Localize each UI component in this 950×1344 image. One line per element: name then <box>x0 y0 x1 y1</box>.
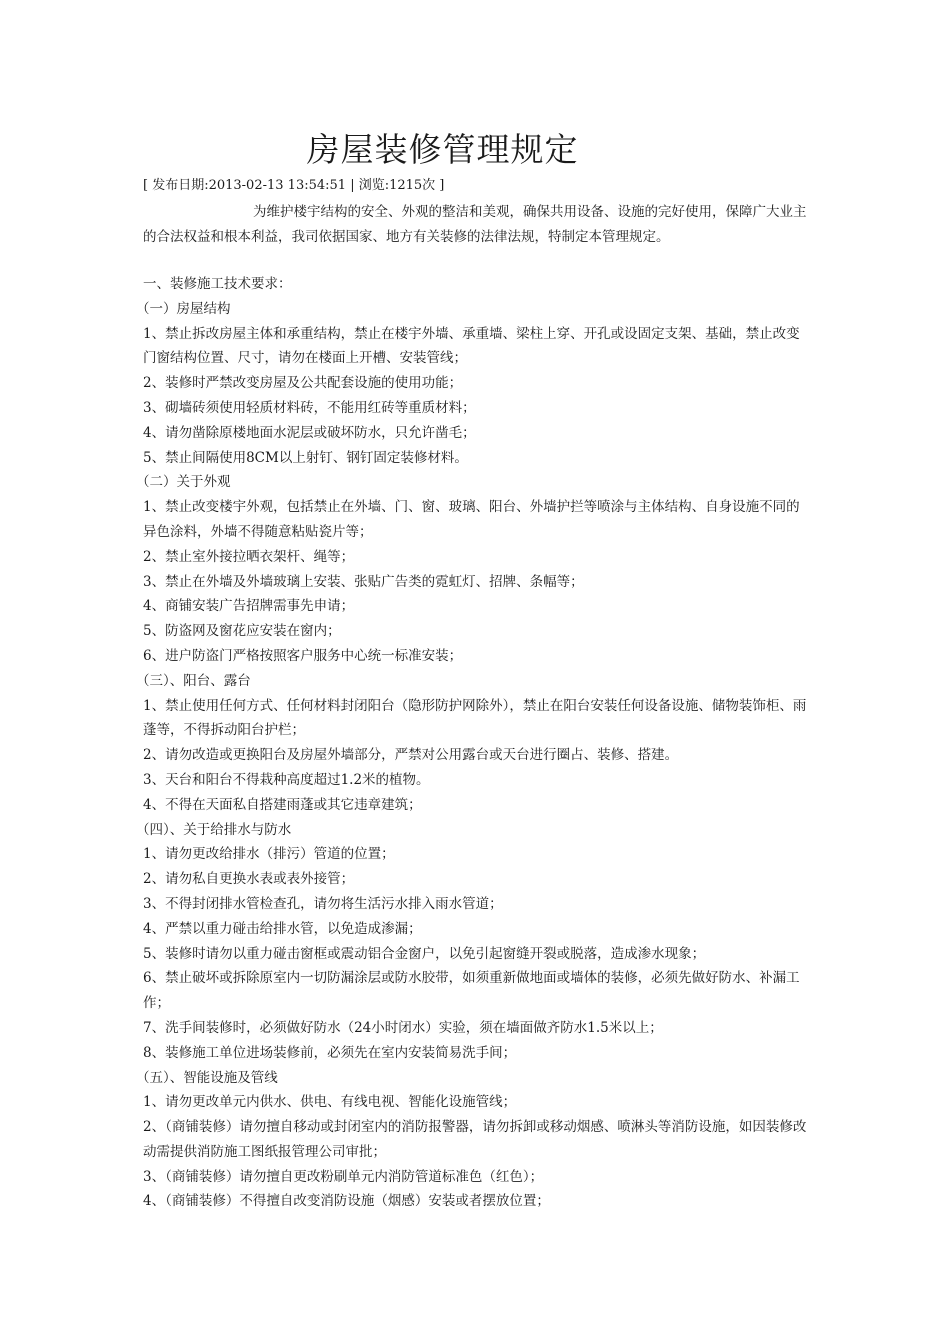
section-title: （二）关于外观 <box>136 474 231 491</box>
list-item: 3、（商铺装修）请勿擅自更改粉刷单元内消防管道标准色（红色）； <box>143 1168 544 1185</box>
section-title: （一）房屋结构 <box>136 300 231 317</box>
list-item: 4、请勿凿除原楼地面水泥层或破坏防水，只允许凿毛； <box>143 424 476 441</box>
list-item: 5、防盗网及窗花应安装在窗内； <box>143 623 341 640</box>
publish-meta: [ 发布日期:2013-02-13 13:54:51 | 浏览:1215次 ] <box>143 178 445 193</box>
list-item: 4、商铺安装广告招牌需事先申请； <box>143 598 355 615</box>
list-item: 8、装修施工单位进场装修前，必须先在室内安装简易洗手间； <box>143 1044 517 1061</box>
heading-technical-requirements: 一、装修施工技术要求： <box>143 276 292 292</box>
list-item: 6、禁止破坏或拆除原室内一切防漏涂层或防水胶带，如须重新做地面或墙体的装修，必须先做好防水、补漏工作； <box>143 970 800 1012</box>
list-item: 3、禁止在外墙及外墙玻璃上安装、张贴广告类的霓虹灯、招牌、条幅等； <box>143 573 584 590</box>
list-item: 7、洗手间装修时，必须做好防水（24小时闭水）实验，须在墙面做齐防水1.5米以上； <box>143 1019 663 1036</box>
list-item: 5、装修时请勿以重力碰击窗框或震动铝合金窗户，以免引起窗缝开裂或脱落，造成渗水现象； <box>143 945 706 962</box>
list-item: 4、严禁以重力碰击给排水管，以免造成渗漏； <box>143 920 422 937</box>
list-item: 1、禁止使用任何方式、任何材料封闭阳台（隐形防护网除外），禁止在阳台安装任何设备设施、储物装饰柜、雨蓬等，不得拆动阳台护栏； <box>143 697 807 739</box>
list-item: 4、不得在天面私自搭建雨蓬或其它违章建筑； <box>143 796 422 813</box>
section-title: （五）、智能设施及管线 <box>136 1069 278 1086</box>
list-item: 5、禁止间隔使用8CM以上射钉、钢钉固定装修材料。 <box>143 449 468 466</box>
section-title: （四）、关于给排水与防水 <box>136 821 292 838</box>
section-title: （三）、阳台、露台 <box>136 672 251 689</box>
list-item: 3、天台和阳台不得栽种高度超过1.2米的植物。 <box>143 771 430 788</box>
intro-paragraph: 为维护楼宇结构的安全、外观的整洁和美观，确保共用设备、设施的完好使用，保障广大业主的合法权益和根本利益，我司依据国家、地方有关装修的法律法规，特制定本管理规定。 <box>143 204 807 245</box>
list-item: 2、请勿私自更换水表或表外接管； <box>143 871 355 888</box>
list-item: 2、请勿改造或更换阳台及房屋外墙部分，严禁对公用露台或天台进行圈占、装修、搭建。 <box>143 747 679 764</box>
list-item: 2、禁止室外接拉晒衣架杆、绳等； <box>143 548 355 565</box>
list-item: 3、不得封闭排水管检查孔，请勿将生活污水排入雨水管道； <box>143 895 503 912</box>
list-item: 1、禁止拆改房屋主体和承重结构，禁止在楼宇外墙、承重墙、梁柱上穿、开孔或设固定支架、基础，禁止改变门窗结构位置、尺寸，请勿在楼面上开槽、安装管线； <box>143 325 800 367</box>
list-item: 2、（商铺装修）请勿擅自移动或封闭室内的消防报警器，请勿拆卸或移动烟感、喷淋头等消防设施，如因装修改动需提供消防施工图纸报管理公司审批； <box>143 1119 807 1160</box>
list-item: 1、请勿更改单元内供水、供电、有线电视、智能化设施管线； <box>143 1094 517 1111</box>
list-item: 6、进户防盗门严格按照客户服务中心统一标准安装； <box>143 647 463 664</box>
list-item: 1、请勿更改给排水（排污）管道的位置； <box>143 846 395 863</box>
list-item: 4、（商铺装修）不得擅自改变消防设施（烟感）安装或者摆放位置； <box>143 1193 550 1210</box>
list-item: 1、禁止改变楼宇外观，包括禁止在外墙、门、窗、玻璃、阳台、外墙护拦等喷涂与主体结构、自身设施不同的异色涂料，外墙不得随意粘贴瓷片等； <box>143 499 800 540</box>
list-item: 2、装修时严禁改变房屋及公共配套设施的使用功能； <box>143 375 463 392</box>
document-body <box>136 272 808 1214</box>
document-title: 房屋装修管理规定 <box>306 130 579 169</box>
list-item: 3、砌墙砖须使用轻质材料砖，不能用红砖等重质材料； <box>143 399 476 416</box>
